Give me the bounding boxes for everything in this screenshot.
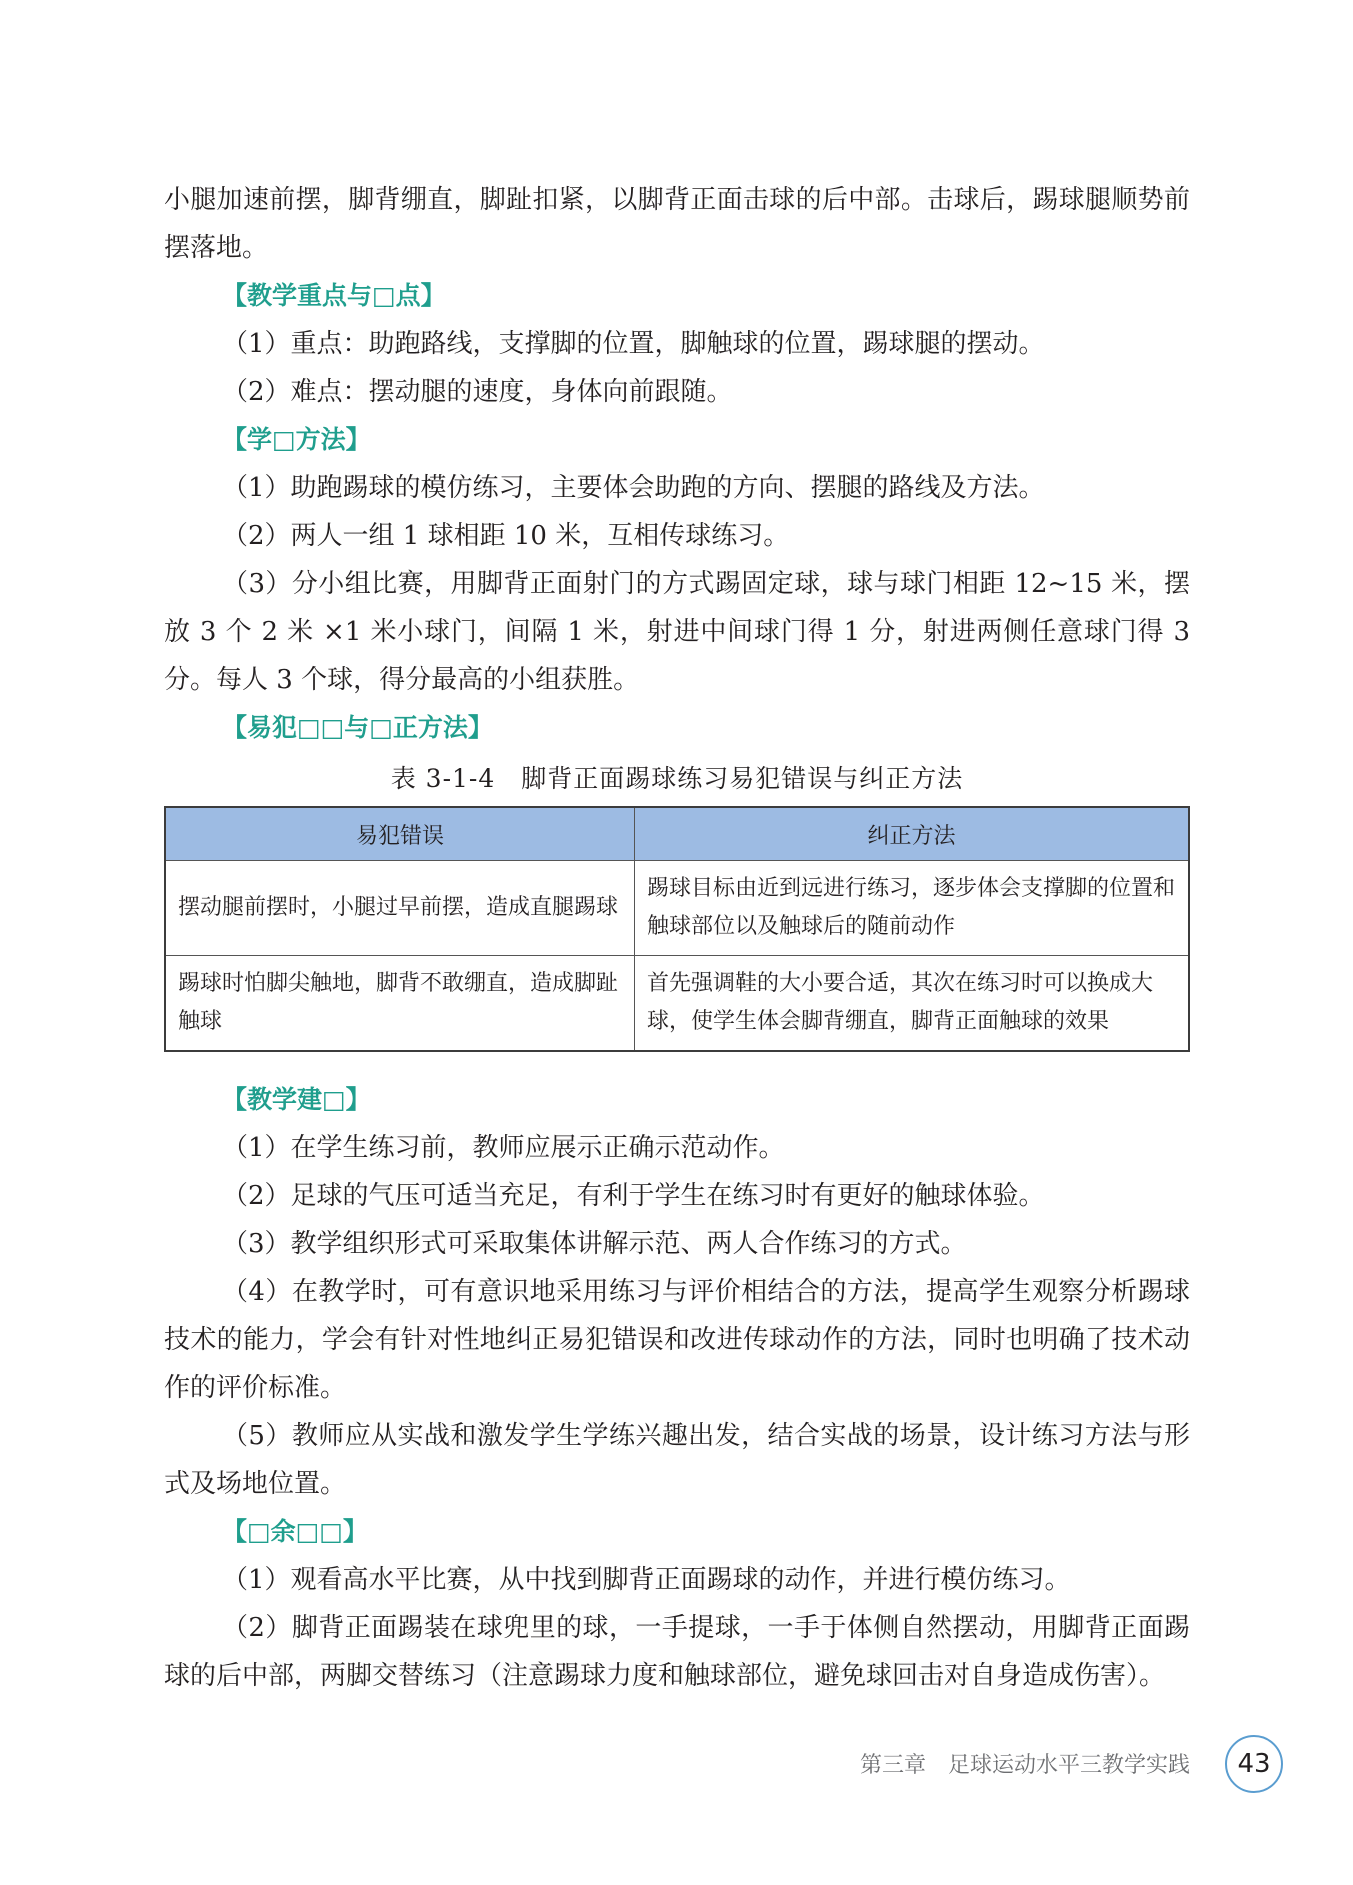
heading-methods: 【学□方法】 xyxy=(222,425,371,454)
table-cell-correction: 踢球目标由近到远进行练习，逐步体会支撑脚的位置和触球部位以及触球后的随前动作 xyxy=(635,861,1190,956)
method-item: （1）助跑踢球的模仿练习，主要体会助跑的方向、摆腿的路线及方法。 xyxy=(222,473,1045,503)
suggestion-item: （4）在教学时，可有意识地采用练习与评价相结合的方法，提高学生观察分析踢球技术的能力，学会有针对性地纠正易犯错误和改进传球动作的方法，同时也明确了技术动作的评价标准。 xyxy=(164,1277,1190,1403)
errors-table xyxy=(164,806,1190,1052)
suggestion-item: （2）足球的气压可适当充足，有利于学生在练习时有更好的触球体验。 xyxy=(222,1181,1045,1211)
page-number: 43 xyxy=(1237,1749,1271,1779)
suggestion-item: （1）在学生练习前，教师应展示正确示范动作。 xyxy=(222,1133,785,1163)
table-row xyxy=(165,861,1189,956)
suggestion-item: （3）教学组织形式可采取集体讲解示范、两人合作练习的方式。 xyxy=(222,1229,967,1259)
heading-key-points: 【教学重点与□点】 xyxy=(222,281,446,310)
page-content xyxy=(164,176,1190,1700)
column-header-error: 易犯错误 xyxy=(165,807,635,861)
suggestion-item: （5）教师应从实战和激发学生学练兴趣出发，结合实战的场景，设计练习方法与形式及场地位置。 xyxy=(164,1421,1190,1499)
method-item: （3）分小组比赛，用脚背正面射门的方式踢固定球，球与球门相距 12~15 米，摆放 3 个 2 米 ×1 米小球门，间隔 1 米，射进中间球门得 1 分，射进两侧任意球门得 3 分。每人 3 个球，得分最高的小组获胜。 xyxy=(164,569,1190,695)
extra-item: （1）观看高水平比赛，从中找到脚背正面踢球的动作，并进行模仿练习。 xyxy=(222,1565,1071,1595)
heading-extra: 【□余□□】 xyxy=(222,1517,368,1546)
extra-item: （2）脚背正面踢装在球兜里的球，一手提球，一手于体侧自然摆动，用脚背正面踢球的后中部，两脚交替练习（注意踢球力度和触球部位，避免球回击对自身造成伤害）。 xyxy=(164,1613,1190,1691)
key-point-item: （2）难点：摆动腿的速度，身体向前跟随。 xyxy=(222,377,733,407)
column-header-correction: 纠正方法 xyxy=(635,807,1190,861)
table-caption: 表 3-1-4 脚背正面踢球练习易犯错误与纠正方法 xyxy=(390,764,964,793)
footer-chapter: 第三章 足球运动水平三教学实践 xyxy=(859,1753,1190,1778)
table-cell-correction: 首先强调鞋的大小要合适，其次在练习时可以换成大球，使学生体会脚背绷直，脚背正面触球的效果 xyxy=(635,956,1190,1052)
method-item: （2）两人一组 1 球相距 10 米，互相传球练习。 xyxy=(222,521,790,551)
table-cell-error: 踢球时怕脚尖触地，脚背不敢绷直，造成脚趾触球 xyxy=(165,956,635,1052)
key-point-item: （1）重点：助跑路线，支撑脚的位置，脚触球的位置，踢球腿的摆动。 xyxy=(222,329,1045,359)
page-number-badge xyxy=(1225,1735,1283,1793)
table-row xyxy=(165,956,1189,1052)
heading-errors: 【易犯□□与□正方法】 xyxy=(222,713,493,742)
heading-suggestions: 【教学建□】 xyxy=(222,1085,371,1114)
intro-paragraph: 小腿加速前摆，脚背绷直，脚趾扣紧，以脚背正面击球的后中部。击球后，踢球腿顺势前摆落地。 xyxy=(164,185,1190,263)
table-cell-error: 摆动腿前摆时，小腿过早前摆，造成直腿踢球 xyxy=(165,861,635,956)
table-header-row xyxy=(165,807,1189,861)
